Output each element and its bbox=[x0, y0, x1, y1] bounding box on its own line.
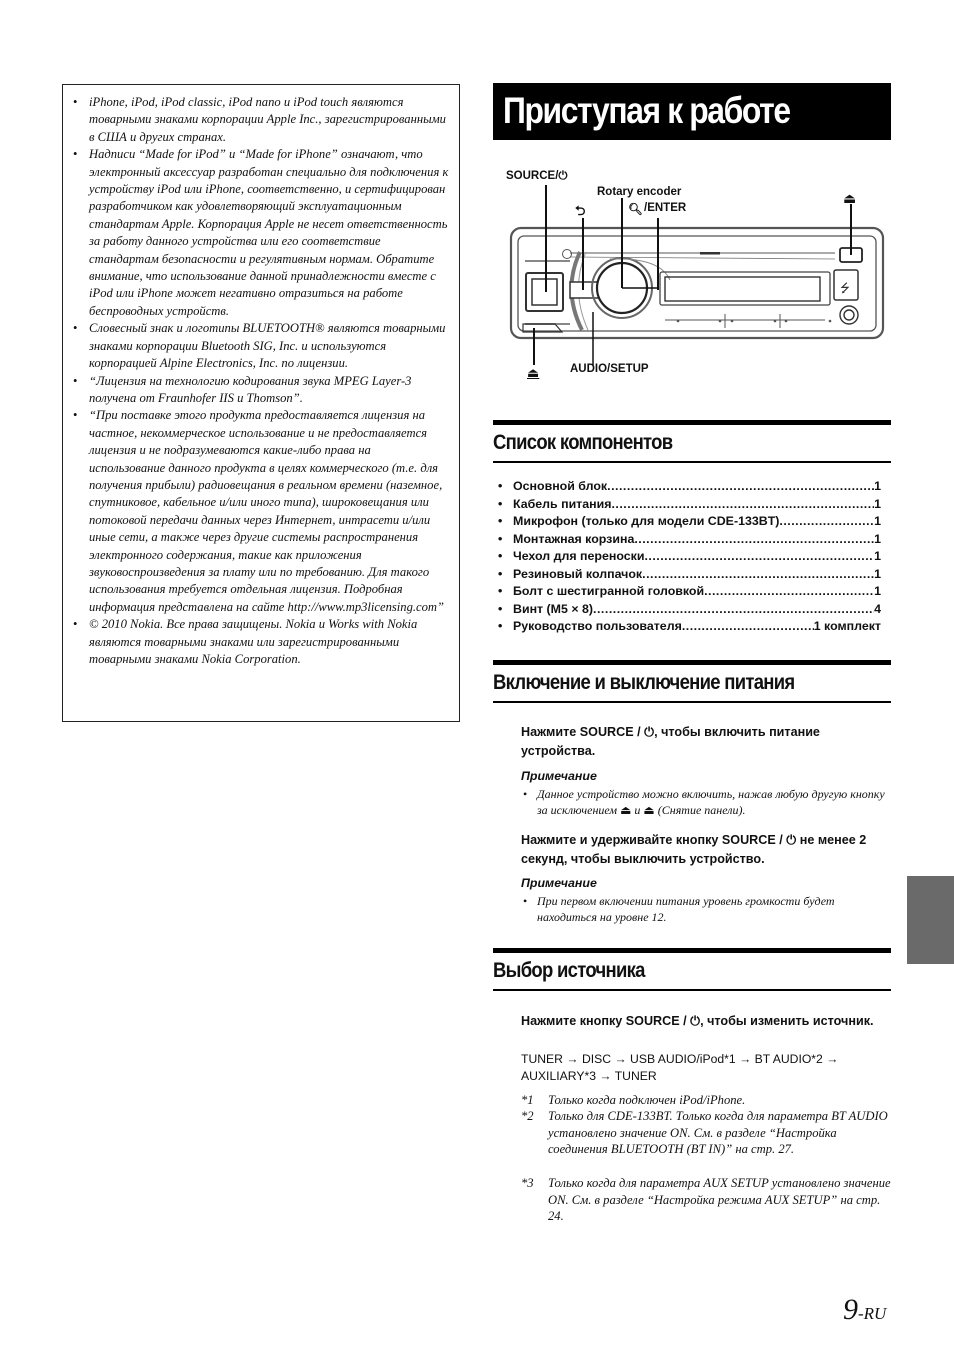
source-heading-block bbox=[493, 948, 891, 991]
notice-item: • Словесный знак и логотипы BLUETOOTH® являются товарными знаками корпорации Bluetooth SIG, Inc. и используются корпорацией Alpine Electronics, Inc. по лицензии. bbox=[73, 320, 449, 372]
search-icon: 🔍︎ bbox=[628, 204, 643, 216]
component-item: • Резиновый колпачок ..... 1 bbox=[498, 566, 881, 584]
head-unit-illustration bbox=[500, 160, 885, 390]
notice-item: • Надписи “Made for iPod” и “Made for iPhone” означают, что электронный аксессуар разработан специально для подключения к устройству iPod или iPhone, соответственно, и сертифицирован разработчиком как удовлетворяющий эксплуатационным стандартам Apple. Корпорация Apple не несет ответственность за работу данного устройства или его соответствие стандартам безопасности и регулятивным нормам. Обратите внимание, что использование данной принадлежности вместе с iPod или iPhone может негативно отразиться на работе беспроводных устройств. bbox=[73, 146, 449, 320]
note-title: Примечание bbox=[521, 876, 597, 890]
components-heading: Список компонентов bbox=[493, 431, 673, 454]
power-heading-block bbox=[493, 660, 891, 703]
source-sequence-line1: TUNER → DISC → USB AUDIO/iPod*1 → BT AUDIO*2 → bbox=[521, 1052, 839, 1066]
panel-release-icon: ⏏ bbox=[527, 365, 540, 380]
power-heading: Включение и выключение питания bbox=[493, 671, 795, 694]
source-instruction: Нажмите кнопку SOURCE / ⏻, чтобы изменить источник. bbox=[521, 1014, 874, 1028]
component-item: • Кабель питания ..... 1 bbox=[498, 496, 881, 514]
component-item: • Чехол для переноски ..... 1 bbox=[498, 548, 881, 566]
note-text: • Данное устройство можно включить, нажав любую другую кнопку за исключением ⏏ и ⏏ (Снятие панели). bbox=[521, 787, 891, 818]
source-heading: Выбор источника bbox=[493, 959, 645, 982]
page-number: 9-RU bbox=[843, 1293, 887, 1326]
power-on-instruction: Нажмите SOURCE / ⏻, чтобы включить питание устройства. bbox=[521, 725, 820, 758]
source-power-label: SOURCE/⏻ bbox=[506, 170, 568, 182]
component-item: • Винт (M5 × 8) ..... 4 bbox=[498, 601, 881, 619]
note-title: Примечание bbox=[521, 769, 597, 783]
footnote: *3 Только когда для параметра AUX SETUP установлено значение ON. См. в разделе “Настройка режима AUX SETUP” на стр. 24. bbox=[521, 1176, 891, 1224]
note-text: • При первом включении питания уровень громкости будет находиться на уровне 12. bbox=[521, 894, 891, 925]
notice-item: • © 2010 Nokia. Все права защищены. Nokia и Works with Nokia являются товарными знаками или зарегистрированными товарными знаками Nokia Corporation. bbox=[73, 616, 449, 668]
enter-label: /ENTER bbox=[644, 202, 687, 214]
device-diagram bbox=[500, 160, 885, 390]
notice-item: • iPhone, iPod, iPod classic, iPod nano и iPod touch являются товарными знаками корпорации Apple Inc., зарегистрированными в США и других странах. bbox=[73, 94, 449, 146]
component-item: • Основной блок ..... 1 bbox=[498, 478, 881, 496]
svg-text:⭍: ⭍ bbox=[840, 281, 850, 295]
page-title-bar bbox=[493, 83, 891, 140]
source-sequence-line2: AUXILIARY*3 → TUNER bbox=[521, 1069, 657, 1083]
component-item: • Монтажная корзина ..... 1 bbox=[498, 531, 881, 549]
section-side-tab bbox=[907, 876, 954, 964]
component-item: • Болт с шестигранной головкой ..... 1 bbox=[498, 583, 881, 601]
audio-setup-label: AUDIO/SETUP bbox=[570, 363, 649, 375]
eject-icon: ⏏ bbox=[843, 190, 857, 206]
power-off-instruction: Нажмите и удерживайте кнопку SOURCE / ⏻ не менее 2 секунд, чтобы выключить устройство. bbox=[521, 833, 867, 866]
components-list bbox=[498, 478, 881, 636]
rotary-encoder-label: Rotary encoder bbox=[597, 186, 682, 198]
notice-item: • “Лицензия на технологию кодирования звука MPEG Layer-3 получена от Fraunhofer IIS и Thomson”. bbox=[73, 373, 449, 408]
footnote: *2 Только для CDE-133BT. Только когда для параметра BT AUDIO установлено значение ON. См. в разделе “Настройка соединения BLUETOOTH (BT IN)” на стр. 27. bbox=[521, 1109, 888, 1157]
components-heading-block bbox=[493, 420, 891, 463]
component-item: • Руководство пользователя ..... 1 комплект bbox=[498, 618, 881, 636]
component-item: • Микрофон (только для модели CDE-133BT) ..... 1 bbox=[498, 513, 881, 531]
trademark-notice-box bbox=[62, 84, 460, 722]
notice-item: • “При поставке этого продукта предоставляется лицензия на частное, некоммерческое использование и не предоставляется лицензия и не подразумеваются какие-либо права на использование данного продукта в целях коммерческого (т.е. для получения прибыли) радиовещания в реальном времени (наземное, спутниковое, кабельное и/или иного типа), широковещания или потоковой передачи данных через Интернет, интрасети и/или иные сети, а также через другие системы распространения электронного содержания, такие как приложения звуковоспроизведения за плату или по требованию. Для такого использования требуется отдельная лицензия. Подробная информация представлена на сайте http://www.mp3licensing.com” bbox=[73, 407, 449, 616]
page-title: Приступая к работе bbox=[503, 90, 790, 131]
footnote: *1 Только когда подключен iPod/iPhone. bbox=[521, 1093, 746, 1107]
back-icon: ⮌ bbox=[575, 203, 586, 218]
